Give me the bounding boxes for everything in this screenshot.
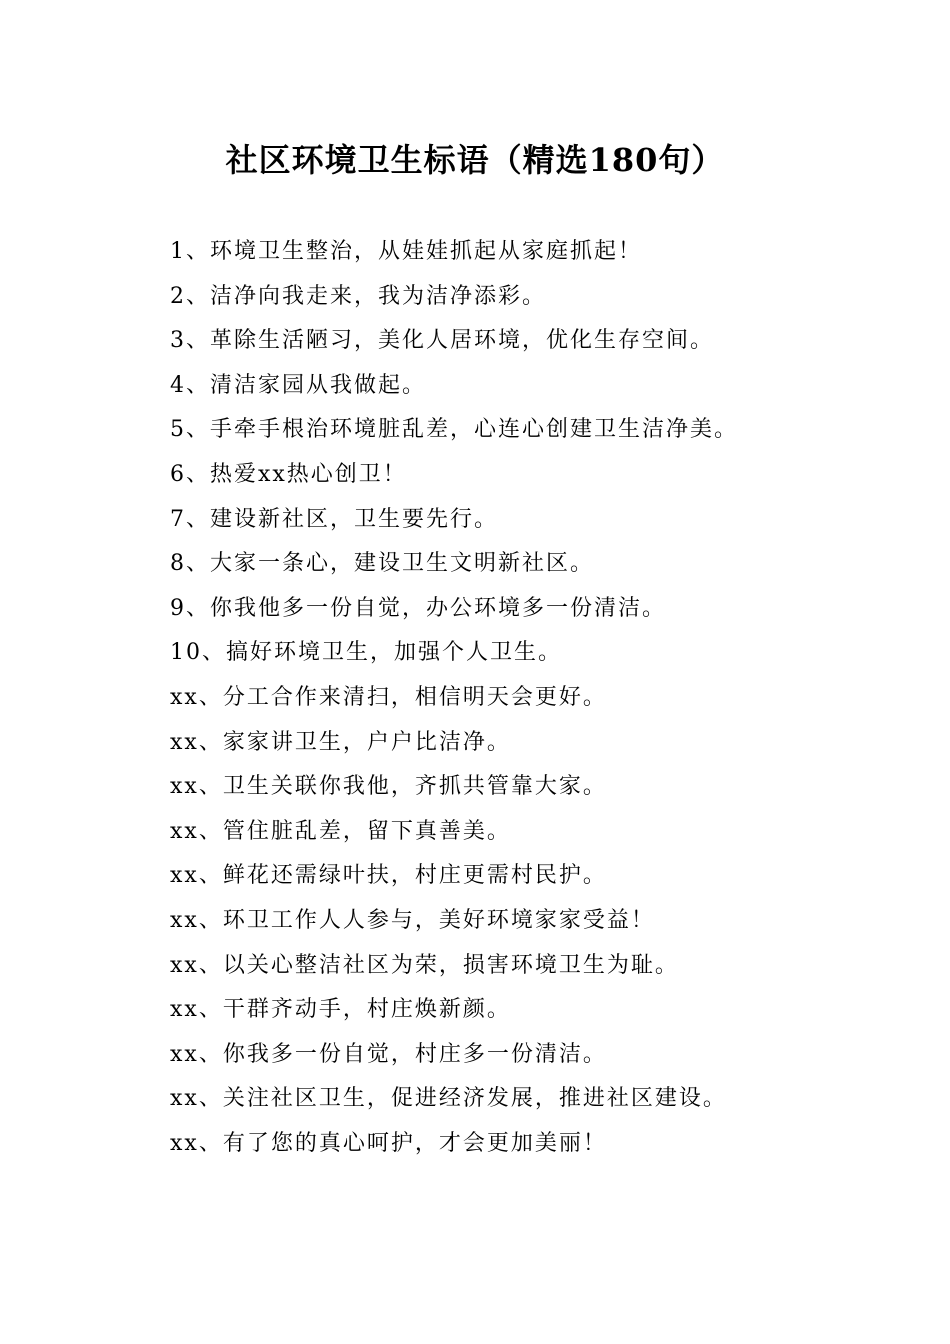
slogan-item: xx、环卫工作人人参与，美好环境家家受益！	[170, 907, 655, 933]
slogan-item: 6、热爱xx热心创卫！	[170, 461, 407, 487]
slogan-item: xx、干群齐动手，村庄焕新颜。	[170, 997, 511, 1023]
slogan-item: 7、建设新社区，卫生要先行。	[170, 506, 498, 532]
slogan-item: xx、以关心整洁社区为荣，损害环境卫生为耻。	[170, 952, 679, 978]
slogan-item: xx、关注社区卫生，促进经济发展，推进社区建设。	[170, 1086, 727, 1112]
slogan-item: 8、大家一条心，建设卫生文明新社区。	[170, 551, 594, 577]
slogan-item: xx、分工合作来清扫，相信明天会更好。	[170, 684, 607, 710]
document-title: 社区环境卫生标语（精选180句）	[225, 141, 725, 179]
slogan-item: 1、环境卫生整治，从娃娃抓起从家庭抓起！	[170, 239, 642, 264]
slogan-item: 5、手牵手根治环境脏乱差，心连心创建卫生洁净美。	[170, 417, 738, 443]
slogan-item: xx、管住脏乱差，留下真善美。	[170, 818, 511, 844]
slogan-item: xx、鲜花还需绿叶扶，村庄更需村民护。	[170, 863, 607, 889]
slogan-item: xx、家家讲卫生，户户比洁净。	[170, 729, 511, 755]
slogan-item: xx、你我多一份自觉，村庄多一份清洁。	[170, 1041, 607, 1067]
slogan-item: 4、清洁家园从我做起。	[170, 372, 426, 398]
slogan-item: xx、有了您的真心呵护，才会更加美丽！	[170, 1130, 607, 1156]
slogan-item: xx、卫生关联你我他，齐抓共管靠大家。	[170, 774, 607, 800]
slogan-item: 2、洁净向我走来，我为洁净添彩。	[170, 283, 546, 309]
slogan-item: 10、搞好环境卫生，加强个人卫生。	[170, 640, 562, 666]
slogan-item: 3、革除生活陋习，美化人居环境，优化生存空间。	[170, 328, 714, 354]
slogan-item: 9、你我他多一份自觉，办公环境多一份清洁。	[170, 595, 666, 621]
slogan-list	[170, 230, 890, 1166]
